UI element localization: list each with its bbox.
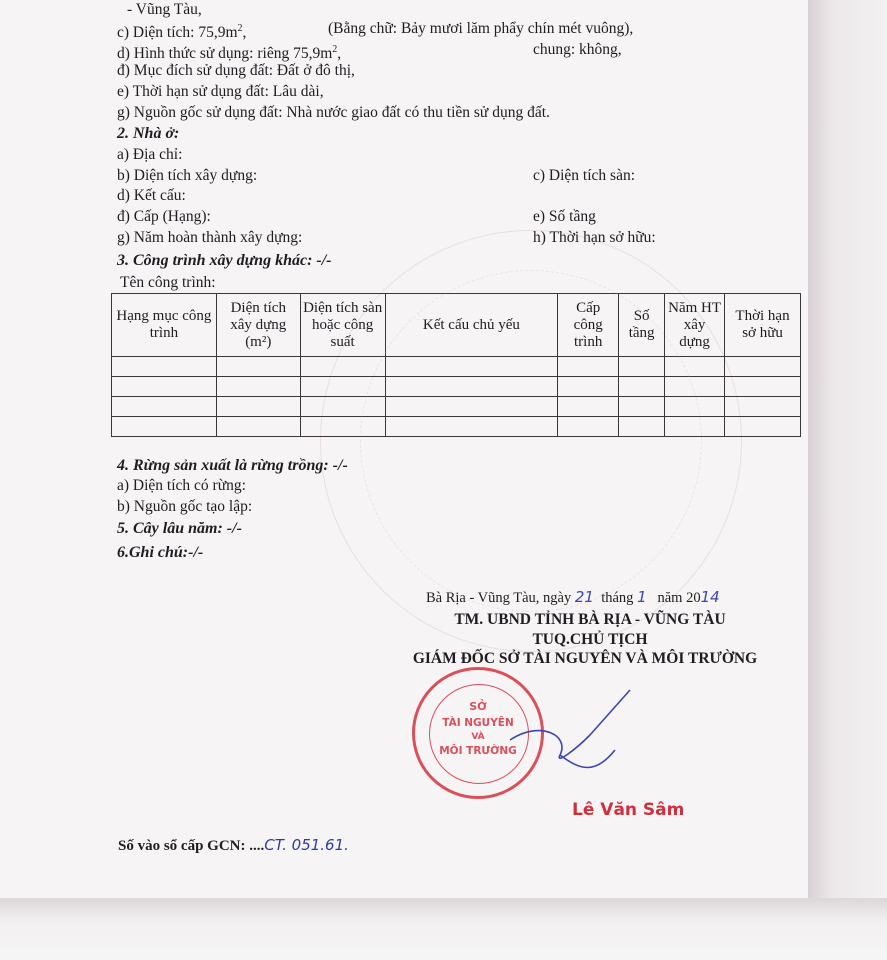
house-grade: đ) Cấp (Hạng): <box>117 208 211 225</box>
table-row <box>112 397 801 417</box>
works-name-label: Tên công trình: <box>120 274 216 291</box>
house-build-area: b) Diện tích xây dựng: <box>117 167 258 184</box>
official-seal: SỞ TÀI NGUYÊN VÀ MÔI TRƯỜNG <box>412 667 544 799</box>
registry-line: Số vào sổ cấp GCN: ....CT. 051.61. <box>118 836 349 854</box>
col-header-floor-area: Diện tích sàn hoặc công suất <box>300 294 385 357</box>
house-address: a) Địa chỉ: <box>117 146 183 163</box>
sign-month: 1 <box>637 588 647 606</box>
table-row <box>112 377 801 397</box>
perennial-heading: 5. Cây lâu năm: -/- <box>117 520 242 537</box>
signature <box>500 680 660 790</box>
house-heading: 2. Nhà ở: <box>117 125 180 142</box>
land-purpose: đ) Mục đích sử dụng đất: Đất ở đô thị, <box>117 62 355 79</box>
other-works-heading: 3. Công trình xây dựng khác: -/- <box>117 252 332 269</box>
col-header-item: Hạng mục công trình <box>112 294 217 357</box>
house-floor-area: c) Diện tích sàn: <box>533 167 636 184</box>
house-ownership-term: h) Thời hạn sở hữu: <box>533 229 656 246</box>
construction-table <box>111 293 801 437</box>
province-line: - Vũng Tàu, <box>127 1 202 18</box>
land-duration: e) Thời hạn sử dụng đất: Lâu dài, <box>117 83 324 100</box>
forest-area: a) Diện tích có rừng: <box>117 477 246 494</box>
land-use-common: chung: không, <box>533 41 622 58</box>
col-header-floors: Số tầng <box>619 294 665 357</box>
signer-name: Lê Văn Sâm <box>572 800 685 820</box>
land-area: c) Diện tích: $75,9m^2$, <box>117 23 247 42</box>
land-use-form: d) Hình thức sử dụng: riêng $75,9m^2$, <box>117 44 342 63</box>
forest-origin: b) Nguồn gốc tạo lập: <box>117 498 253 515</box>
sign-line-2: TUQ.CHỦ TỊCH <box>532 631 648 648</box>
house-completion-year: g) Năm hoàn thành xây dựng: <box>117 229 303 246</box>
col-header-structure: Kết cấu chủ yếu <box>385 294 558 357</box>
page-bottom <box>0 898 887 960</box>
sign-year: 14 <box>700 588 720 606</box>
col-header-term: Thời hạn sở hữu <box>725 294 801 357</box>
house-structure: d) Kết cấu: <box>117 187 186 204</box>
sign-line-3: GIÁM ĐỐC SỞ TÀI NGUYÊN VÀ MÔI TRƯỜNG <box>412 650 758 667</box>
forest-heading: 4. Rừng sản xuất là rừng trồng: -/- <box>117 457 348 474</box>
land-origin: g) Nguồn gốc sử dụng đất: Nhà nước giao đất có thu tiền sử dụng đất. <box>117 104 550 121</box>
sign-date: Bà Rịa - Vũng Tàu, ngày 21 tháng 1 năm 2014 <box>426 588 720 606</box>
col-header-build-area: Diện tích xây dựng (m²) <box>216 294 300 357</box>
table-row <box>112 357 801 377</box>
registry-number: CT. 051.61. <box>264 836 349 854</box>
sign-line-1: TM. UBND TỈNH BÀ RỊA - VŨNG TÀU <box>454 611 726 628</box>
col-header-year: Năm HT xây dựng <box>665 294 725 357</box>
notes-heading: 6.Ghi chú:-/- <box>117 544 204 561</box>
sign-day: 21 <box>574 588 594 606</box>
page-edge <box>808 0 887 898</box>
table-row <box>112 417 801 437</box>
col-header-grade: Cấp công trình <box>558 294 619 357</box>
land-area-words: (Bằng chữ: Bảy mươi lăm phẩy chín mét vuông), <box>328 20 634 37</box>
house-floors: e) Số tầng <box>533 208 596 225</box>
